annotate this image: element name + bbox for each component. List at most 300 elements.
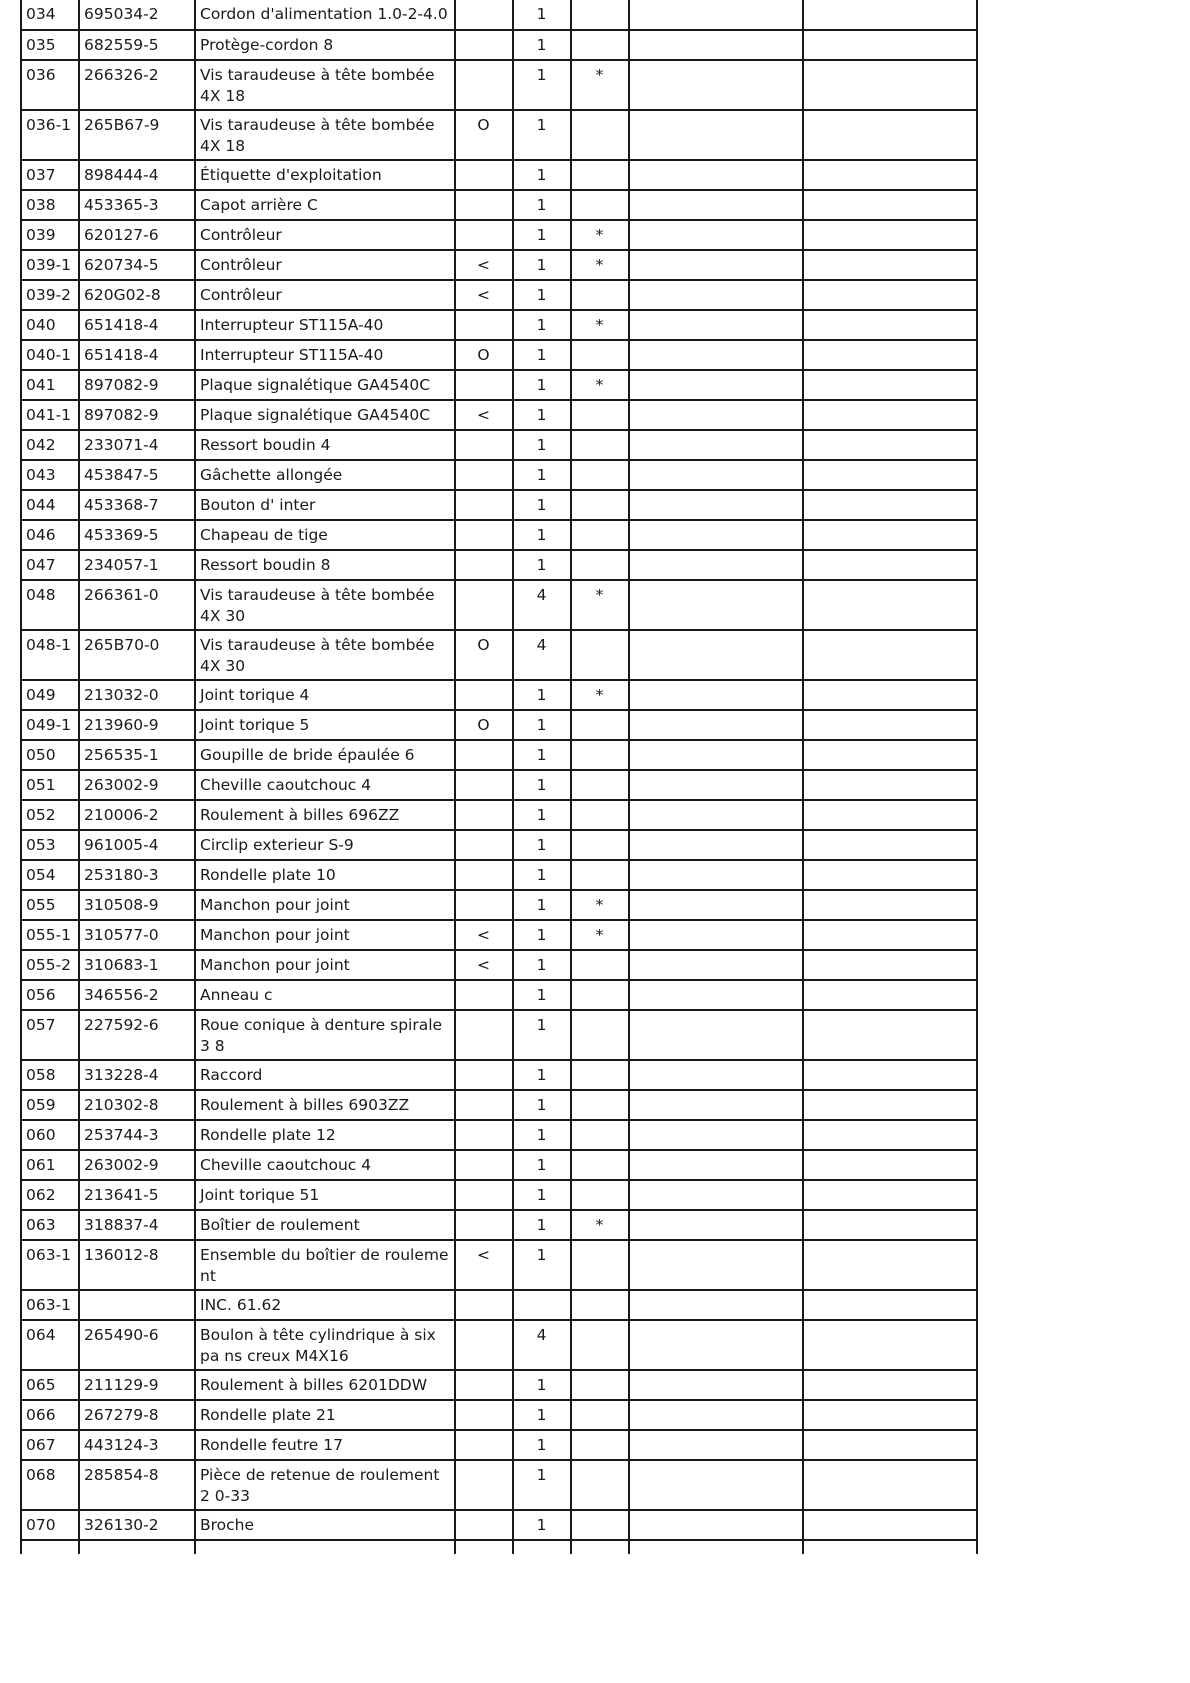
quantity: [513, 30, 571, 60]
note-mark: [571, 1240, 629, 1290]
table-row: [21, 1060, 977, 1090]
part-number-index-text: 050: [26, 746, 56, 764]
part-description-text: Plaque signalétique GA4540C: [200, 406, 431, 424]
part-description: [195, 1010, 455, 1060]
part-description: [195, 60, 455, 110]
part-description-text: Cheville caoutchouc 4: [200, 1156, 372, 1174]
part-description-text: Vis taraudeuse à tête bombée 4X 18: [200, 66, 435, 105]
blank-cell: [629, 280, 803, 310]
part-code-text: 263002-9: [84, 1156, 159, 1174]
note-mark: [571, 680, 629, 710]
blank-cell: [629, 340, 803, 370]
part-description-text: Contrôleur: [200, 256, 282, 274]
change-flag: [455, 830, 513, 860]
part-description-text: Manchon pour joint: [200, 926, 350, 944]
blank-cell: [803, 280, 977, 310]
note-mark-text: [572, 1151, 628, 1155]
note-mark-text: [572, 1011, 628, 1015]
part-number-index-text: 039: [26, 226, 56, 244]
table-row: [21, 1180, 977, 1210]
table-row: [21, 550, 977, 580]
part-description-text: Vis taraudeuse à tête bombée 4X 30: [200, 586, 435, 625]
quantity-text: 1: [536, 556, 547, 574]
table-row: [21, 460, 977, 490]
part-description-text: Goupille de bride épaulée 6: [200, 746, 415, 764]
part-code: [79, 0, 195, 30]
part-code: [79, 630, 195, 680]
part-number-index: [21, 580, 79, 630]
part-number-index: [21, 30, 79, 60]
blank-cell: [803, 1210, 977, 1240]
part-number-index-text: 067: [26, 1436, 56, 1454]
part-number-index-text: 048: [26, 586, 56, 604]
note-mark: [571, 1060, 629, 1090]
change-flag: [455, 1400, 513, 1430]
quantity-text: 1: [536, 866, 547, 884]
part-number-index: [21, 340, 79, 370]
change-flag: [455, 340, 513, 370]
change-flag: [455, 460, 513, 490]
part-code-text: 234057-1: [84, 556, 159, 574]
part-description-text: Étiquette d'exploitation: [200, 166, 382, 184]
change-flag-text: [456, 1151, 512, 1155]
change-flag: [455, 400, 513, 430]
blank-cell: [803, 160, 977, 190]
change-flag: [455, 980, 513, 1010]
blank-cell: [513, 1540, 571, 1554]
change-flag: [455, 1090, 513, 1120]
part-description: [195, 160, 455, 190]
part-number-index: [21, 1430, 79, 1460]
blank-cell: [629, 710, 803, 740]
change-flag-text: O: [477, 346, 490, 364]
table-row-continued: [21, 1540, 977, 1554]
change-flag-text: [456, 1461, 512, 1465]
change-flag-text: [456, 1291, 512, 1295]
table-row: [21, 1510, 977, 1540]
change-flag-text: [456, 1371, 512, 1375]
note-mark-text: [572, 491, 628, 495]
change-flag: [455, 1120, 513, 1150]
note-mark-text: [572, 1371, 628, 1375]
quantity: [513, 630, 571, 680]
change-flag: [455, 1290, 513, 1320]
part-number-index-text: 043: [26, 466, 56, 484]
note-mark: [571, 190, 629, 220]
part-code: [79, 400, 195, 430]
part-code: [79, 1320, 195, 1370]
quantity-text: 1: [536, 1216, 547, 1234]
quantity-text: 1: [536, 1126, 547, 1144]
part-description: [195, 1460, 455, 1510]
part-description-text: Vis taraudeuse à tête bombée 4X 18: [200, 116, 435, 155]
part-code-text: 136012-8: [84, 1246, 159, 1264]
note-mark: [571, 1320, 629, 1370]
part-number-index: [21, 280, 79, 310]
part-code-text: 897082-9: [84, 376, 159, 394]
quantity: [513, 1120, 571, 1150]
quantity: [513, 460, 571, 490]
part-description: [195, 1510, 455, 1540]
part-description: [195, 1290, 455, 1320]
change-flag: [455, 520, 513, 550]
table-row: [21, 950, 977, 980]
blank-cell: [629, 770, 803, 800]
quantity-text: 1: [536, 1516, 547, 1534]
change-flag: [455, 950, 513, 980]
blank-cell: [803, 950, 977, 980]
change-flag-text: [456, 771, 512, 775]
note-mark: [571, 310, 629, 340]
part-code-text: 346556-2: [84, 986, 159, 1004]
table-row: [21, 1090, 977, 1120]
blank-cell: [803, 1460, 977, 1510]
part-code: [79, 860, 195, 890]
blank-cell: [629, 920, 803, 950]
note-mark-text: [572, 431, 628, 435]
part-number-index-text: 041-1: [26, 406, 72, 424]
table-row: [21, 1320, 977, 1370]
blank-cell: [803, 30, 977, 60]
part-code: [79, 190, 195, 220]
blank-cell: [629, 190, 803, 220]
table-row: [21, 1400, 977, 1430]
part-code-text: 961005-4: [84, 836, 159, 854]
change-flag: [455, 190, 513, 220]
quantity: [513, 1510, 571, 1540]
part-description: [195, 740, 455, 770]
change-flag-text: [456, 0, 512, 4]
part-number-index: [21, 1210, 79, 1240]
quantity: [513, 1400, 571, 1430]
note-mark: [571, 920, 629, 950]
table-row: [21, 770, 977, 800]
part-number-index: [21, 740, 79, 770]
blank-cell: [629, 830, 803, 860]
blank-cell: [629, 370, 803, 400]
part-description-text: Raccord: [200, 1066, 263, 1084]
table-row: [21, 520, 977, 550]
note-mark: [571, 1090, 629, 1120]
part-description-text: Joint torique 5: [200, 716, 310, 734]
change-flag-text: [456, 861, 512, 865]
note-mark-text: [572, 711, 628, 715]
note-mark: [571, 430, 629, 460]
part-number-index-text: 039-1: [26, 256, 72, 274]
part-code: [79, 920, 195, 950]
quantity: [513, 680, 571, 710]
part-number-index-text: 065: [26, 1376, 56, 1394]
part-description: [195, 220, 455, 250]
part-code: [79, 770, 195, 800]
blank-cell: [629, 0, 803, 30]
part-description: [195, 680, 455, 710]
part-code: [79, 30, 195, 60]
part-code: [79, 580, 195, 630]
quantity-text: 1: [536, 836, 547, 854]
note-mark-text: [572, 31, 628, 35]
change-flag-text: [456, 311, 512, 315]
note-mark: [571, 370, 629, 400]
part-description: [195, 1400, 455, 1430]
part-code: [79, 1010, 195, 1060]
change-flag-text: [456, 1061, 512, 1065]
quantity-text: 1: [536, 776, 547, 794]
note-mark: [571, 980, 629, 1010]
blank-cell: [455, 1540, 513, 1554]
blank-cell: [803, 430, 977, 460]
blank-cell: [629, 1240, 803, 1290]
quantity-text: [514, 1291, 570, 1295]
note-mark-text: [572, 771, 628, 775]
table-row: [21, 710, 977, 740]
quantity: [513, 740, 571, 770]
note-mark-text: [572, 161, 628, 165]
quantity: [513, 1180, 571, 1210]
part-code-text: 443124-3: [84, 1436, 159, 1454]
part-number-index: [21, 110, 79, 160]
quantity-text: 1: [536, 1246, 547, 1264]
part-code: [79, 980, 195, 1010]
part-description-text: Plaque signalétique GA4540C: [200, 376, 431, 394]
change-flag: [455, 800, 513, 830]
part-code-text: 253180-3: [84, 866, 159, 884]
blank-cell: [803, 630, 977, 680]
part-number-index-text: 055: [26, 896, 56, 914]
part-description: [195, 830, 455, 860]
change-flag-text: [456, 1211, 512, 1215]
part-number-index: [21, 430, 79, 460]
part-description: [195, 550, 455, 580]
part-number-index-text: 036-1: [26, 116, 72, 134]
table-row: [21, 190, 977, 220]
note-mark-text: [572, 401, 628, 405]
blank-cell: [629, 860, 803, 890]
change-flag-text: [456, 431, 512, 435]
table-row: [21, 160, 977, 190]
quantity-text: 1: [536, 956, 547, 974]
part-number-index: [21, 250, 79, 280]
note-mark-text: *: [595, 376, 604, 394]
note-mark-text: [572, 281, 628, 285]
note-mark: [571, 1460, 629, 1510]
note-mark: [571, 60, 629, 110]
part-number-index: [21, 310, 79, 340]
table-row: [21, 1370, 977, 1400]
part-code-text: 620G02-8: [84, 286, 161, 304]
note-mark: [571, 890, 629, 920]
change-flag: [455, 770, 513, 800]
note-mark: [571, 160, 629, 190]
blank-cell: [629, 1320, 803, 1370]
note-mark: [571, 630, 629, 680]
table-row: [21, 370, 977, 400]
blank-cell: [629, 400, 803, 430]
part-number-index-text: 053: [26, 836, 56, 854]
note-mark: [571, 1510, 629, 1540]
blank-cell: [629, 1090, 803, 1120]
note-mark: [571, 860, 629, 890]
blank-cell: [803, 830, 977, 860]
part-number-index: [21, 1150, 79, 1180]
note-mark: [571, 280, 629, 310]
blank-cell: [803, 520, 977, 550]
part-code: [79, 1210, 195, 1240]
part-number-index: [21, 220, 79, 250]
part-number-index: [21, 1120, 79, 1150]
part-number-index-text: 054: [26, 866, 56, 884]
note-mark: [571, 1430, 629, 1460]
note-mark-text: [572, 1241, 628, 1245]
part-code: [79, 430, 195, 460]
note-mark-text: *: [595, 926, 604, 944]
part-description: [195, 860, 455, 890]
blank-cell: [629, 60, 803, 110]
part-code: [79, 220, 195, 250]
change-flag-text: <: [477, 1246, 490, 1264]
blank-cell: [803, 800, 977, 830]
quantity-text: 1: [536, 66, 547, 84]
part-number-index: [21, 370, 79, 400]
table-row: [21, 110, 977, 160]
change-flag: [455, 740, 513, 770]
quantity: [513, 890, 571, 920]
blank-cell: [803, 770, 977, 800]
blank-cell: [629, 1460, 803, 1510]
quantity-text: 1: [536, 196, 547, 214]
change-flag: [455, 630, 513, 680]
part-number-index: [21, 1510, 79, 1540]
part-code-text: 213641-5: [84, 1186, 159, 1204]
note-mark-text: [572, 521, 628, 525]
part-description: [195, 490, 455, 520]
change-flag-text: [456, 741, 512, 745]
blank-cell: [803, 580, 977, 630]
part-number-index: [21, 1090, 79, 1120]
part-code-text: 265B70-0: [84, 636, 160, 654]
part-code-text: 695034-2: [84, 5, 159, 23]
note-mark-text: [572, 1181, 628, 1185]
part-description-text: Manchon pour joint: [200, 956, 350, 974]
blank-cell: [803, 0, 977, 30]
note-mark-text: *: [595, 686, 604, 704]
change-flag-text: [456, 1401, 512, 1405]
blank-cell: [21, 1540, 79, 1554]
blank-cell: [803, 60, 977, 110]
part-number-index: [21, 770, 79, 800]
table-row: [21, 30, 977, 60]
table-row: [21, 280, 977, 310]
change-flag: [455, 30, 513, 60]
blank-cell: [629, 740, 803, 770]
blank-cell: [803, 1400, 977, 1430]
blank-cell: [803, 190, 977, 220]
part-code-text: 898444-4: [84, 166, 159, 184]
quantity: [513, 1060, 571, 1090]
quantity-text: 1: [536, 1406, 547, 1424]
change-flag: [455, 250, 513, 280]
quantity-text: 1: [536, 686, 547, 704]
part-description: [195, 310, 455, 340]
part-number-index-text: 036: [26, 66, 56, 84]
part-number-index: [21, 490, 79, 520]
note-mark-text: [572, 951, 628, 955]
quantity: [513, 1150, 571, 1180]
part-description-text: Interrupteur ST115A-40: [200, 346, 384, 364]
part-code: [79, 340, 195, 370]
part-number-index: [21, 1180, 79, 1210]
part-number-index: [21, 60, 79, 110]
part-description: [195, 1090, 455, 1120]
note-mark: [571, 250, 629, 280]
blank-cell: [803, 370, 977, 400]
part-number-index: [21, 0, 79, 30]
quantity: [513, 1320, 571, 1370]
part-code-text: 453847-5: [84, 466, 159, 484]
quantity: [513, 860, 571, 890]
part-description-text: Ressort boudin 4: [200, 436, 331, 454]
part-code-text: 453369-5: [84, 526, 159, 544]
blank-cell: [803, 1540, 977, 1554]
quantity-text: 1: [536, 36, 547, 54]
part-number-index-text: 049: [26, 686, 56, 704]
part-description-text: Rondelle plate 21: [200, 1406, 336, 1424]
change-flag: [455, 1010, 513, 1060]
quantity: [513, 920, 571, 950]
blank-cell: [629, 550, 803, 580]
table-row: [21, 860, 977, 890]
part-number-index-text: 061: [26, 1156, 56, 1174]
change-flag-text: [456, 31, 512, 35]
part-description-text: Rondelle plate 10: [200, 866, 336, 884]
part-number-index-text: 058: [26, 1066, 56, 1084]
blank-cell: [803, 710, 977, 740]
note-mark: [571, 770, 629, 800]
change-flag-text: [456, 1321, 512, 1325]
parts-table-body: [21, 0, 977, 1554]
part-number-index-text: 063-1: [26, 1296, 72, 1314]
table-row: [21, 830, 977, 860]
part-description-text: Chapeau de tige: [200, 526, 328, 544]
note-mark-text: *: [595, 256, 604, 274]
quantity-text: 1: [536, 986, 547, 1004]
table-row: [21, 1240, 977, 1290]
change-flag: [455, 1460, 513, 1510]
part-code: [79, 1460, 195, 1510]
change-flag-text: <: [477, 286, 490, 304]
part-number-index: [21, 800, 79, 830]
part-number-index: [21, 460, 79, 490]
blank-cell: [803, 220, 977, 250]
part-description: [195, 520, 455, 550]
part-number-index: [21, 160, 79, 190]
quantity: [513, 60, 571, 110]
part-number-index: [21, 1010, 79, 1060]
part-description-text: Ensemble du boîtier de rouleme nt: [200, 1246, 449, 1285]
part-description-text: Roue conique à denture spirale 3 8: [200, 1016, 443, 1055]
table-row: [21, 310, 977, 340]
quantity: [513, 490, 571, 520]
change-flag: [455, 1240, 513, 1290]
parts-table: [20, 0, 978, 1554]
part-number-index-text: 064: [26, 1326, 56, 1344]
change-flag-text: O: [477, 636, 490, 654]
note-mark: [571, 950, 629, 980]
table-row: [21, 1210, 977, 1240]
blank-cell: [629, 110, 803, 160]
part-number-index-text: 047: [26, 556, 56, 574]
part-number-index-text: 052: [26, 806, 56, 824]
